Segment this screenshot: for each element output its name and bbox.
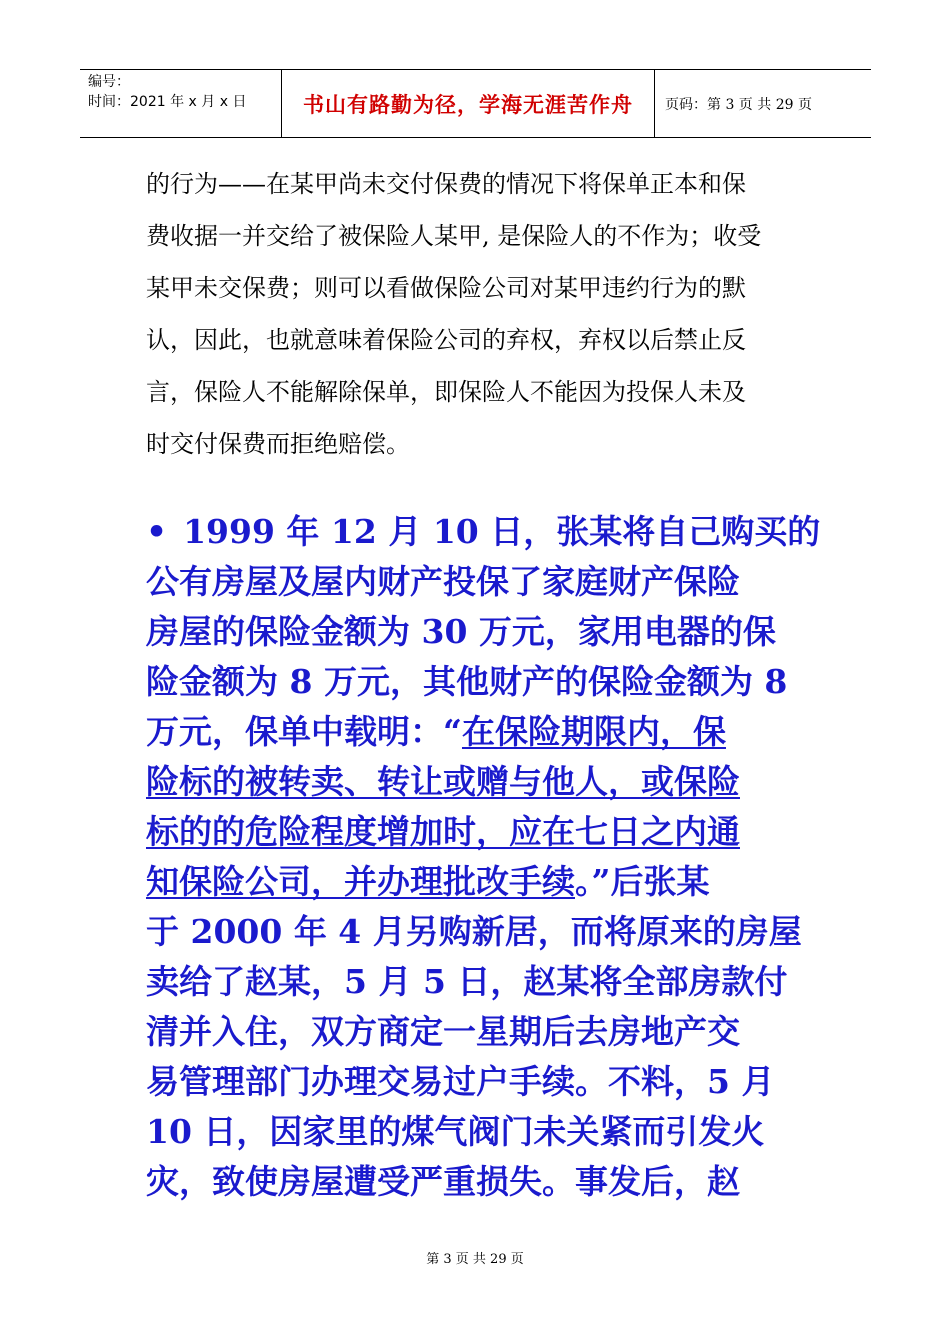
paragraph-line: 的行为——在某甲尚未交付保费的情况下将保单正本和保 [146,170,746,198]
bullet-icon: • [146,512,168,551]
paragraph-line: 易管理部门办理交易过户手续。不料，5 月 [146,1062,775,1101]
header-page-info: 页码：第 3 页 共 29 页 [665,96,812,113]
page-header [80,69,871,138]
paragraph-line: 险金额为 8 万元，其他财产的保险金额为 8 [146,662,788,701]
underlined-clause: 标的的危险程度增加时，应在七日之内通 [146,812,740,851]
underlined-clause: 知保险公司，并办理批改手续 [146,862,575,901]
paragraph-line [146,757,816,807]
paragraph-line: 灾，致使房屋遭受严重损失。事发后，赵 [146,1162,740,1201]
body-paragraph-2 [146,507,821,1207]
page-footer: 第 3 页 共 29 页 [426,1252,524,1267]
underlined-clause: 险标的被转卖、转让或赠与他人，或保险 [146,762,740,801]
paragraph-line: 10 日，因家里的煤气阀门未关紧而引发火 [146,1112,765,1151]
paragraph-line: 清并入住，双方商定一星期后去房地产交 [146,1012,740,1051]
paragraph-line: 于 2000 年 4 月另购新居，而将原来的房屋 [146,912,802,951]
document-date-label: 时间：2021 年 x 月 x 日 [88,94,247,110]
case-text: 万元，保单中载明：“ [146,712,462,751]
paragraph-line: 公有房屋及屋内财产投保了家庭财产保险 [146,562,740,601]
paragraph-line: 认，因此，也就意味着保险公司的弃权，弃权以后禁止反 [146,326,746,354]
paragraph-line: 言，保险人不能解除保单，即保险人不能因为投保人未及 [146,378,746,406]
paragraph-line [146,507,821,557]
paragraph-line: 卖给了赵某，5 月 5 日，赵某将全部房款付 [146,962,788,1001]
underlined-clause: 在保险期限内，保 [461,712,726,751]
paragraph-line: 房屋的保险金额为 30 万元，家用电器的保 [146,612,776,651]
header-meta [80,70,282,137]
paragraph-line: 费收据一并交给了被保险人某甲, 是保险人的不作为；收受 [146,222,762,250]
paragraph-line [146,857,816,907]
paragraph-line [146,807,816,857]
paragraph-line [146,707,816,757]
header-motto: 书山有路勤为径，学海无涯苦作舟 [282,70,655,137]
document-number-label: 编号： [88,74,130,90]
case-text: 。”后张某 [575,862,710,901]
case-text: 1999 年 12 月 10 日，张某将自己购买的 [183,512,821,551]
paragraph-line: 时交付保费而拒绝赔偿。 [146,430,410,458]
paragraph-line: 某甲未交保费；则可以看做保险公司对某甲违约行为的默 [146,274,746,302]
body-paragraph-1 [146,158,816,470]
